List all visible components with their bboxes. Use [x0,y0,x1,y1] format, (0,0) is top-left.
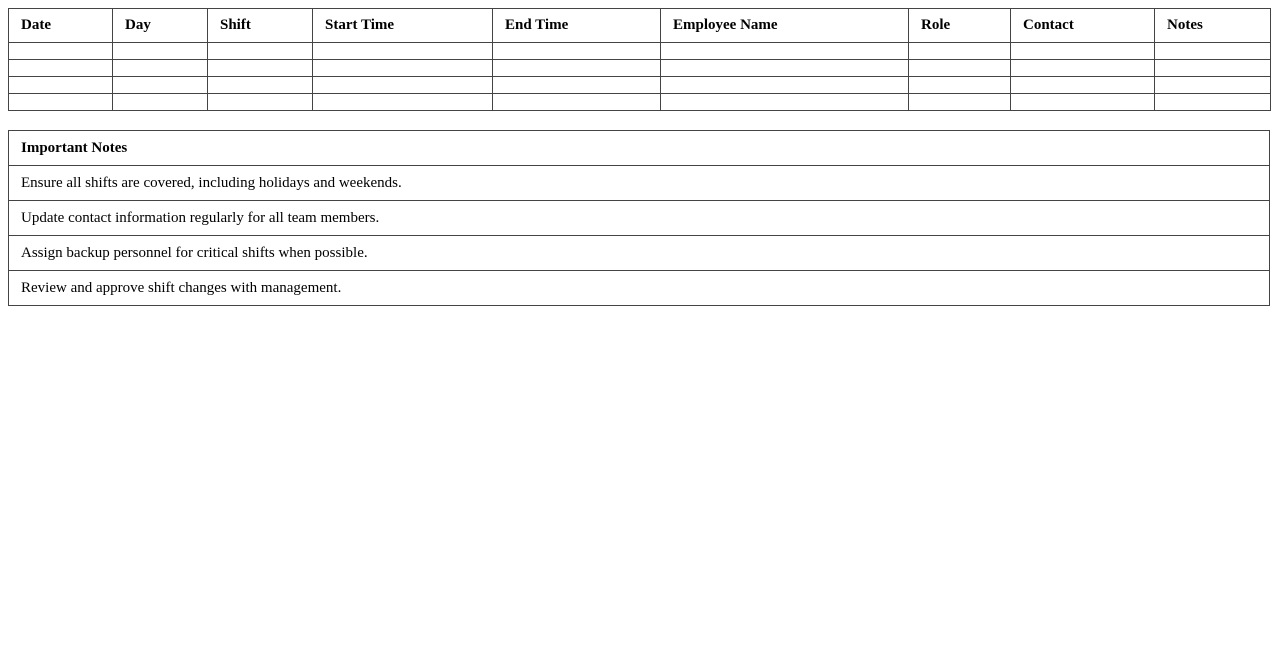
table-cell[interactable] [1011,77,1155,94]
list-item [9,271,1270,306]
important-notes-table [8,130,1270,306]
table-cell[interactable] [1155,94,1271,111]
table-cell[interactable] [909,77,1011,94]
table-cell[interactable] [493,77,661,94]
table-cell[interactable] [313,43,493,60]
table-cell[interactable] [661,77,909,94]
table-row [9,60,1271,77]
table-cell[interactable] [661,94,909,111]
table-cell[interactable] [1155,77,1271,94]
table-cell[interactable] [909,43,1011,60]
important-notes-title: Important Notes [9,131,1270,166]
note-text: Review and approve shift changes with management. [9,271,1270,306]
schedule-header [9,9,1271,43]
table-cell[interactable] [9,77,113,94]
table-cell[interactable] [1011,43,1155,60]
schedule-body [9,43,1271,111]
table-cell[interactable] [1155,43,1271,60]
note-text: Update contact information regularly for all team members. [9,201,1270,236]
table-cell[interactable] [661,60,909,77]
table-cell[interactable] [493,60,661,77]
column-header-contact: Contact [1011,9,1155,43]
table-cell[interactable] [661,43,909,60]
list-item [9,201,1270,236]
table-cell[interactable] [9,43,113,60]
table-cell[interactable] [208,60,313,77]
table-cell[interactable] [493,94,661,111]
table-row [9,43,1271,60]
table-cell[interactable] [909,94,1011,111]
table-cell[interactable] [9,94,113,111]
column-header-notes: Notes [1155,9,1271,43]
table-row [9,94,1271,111]
table-cell[interactable] [1155,60,1271,77]
table-cell[interactable] [1011,60,1155,77]
note-text: Assign backup personnel for critical shifts when possible. [9,236,1270,271]
table-cell[interactable] [9,60,113,77]
column-header-date: Date [9,9,113,43]
important-notes-body [9,166,1270,306]
table-cell[interactable] [208,43,313,60]
column-header-shift: Shift [208,9,313,43]
table-cell[interactable] [313,60,493,77]
column-header-start-time: Start Time [313,9,493,43]
schedule-table [8,8,1271,111]
list-item [9,236,1270,271]
table-cell[interactable] [113,94,208,111]
table-cell[interactable] [313,94,493,111]
table-cell[interactable] [113,77,208,94]
note-text: Ensure all shifts are covered, including holidays and weekends. [9,166,1270,201]
important-notes-title-row [9,131,1270,166]
table-cell[interactable] [493,43,661,60]
table-cell[interactable] [113,60,208,77]
column-header-end-time: End Time [493,9,661,43]
table-cell[interactable] [208,77,313,94]
column-header-day: Day [113,9,208,43]
table-cell[interactable] [113,43,208,60]
important-notes-header [9,131,1270,166]
column-header-role: Role [909,9,1011,43]
schedule-header-row [9,9,1271,43]
table-cell[interactable] [313,77,493,94]
table-row [9,77,1271,94]
table-cell[interactable] [208,94,313,111]
table-cell[interactable] [909,60,1011,77]
list-item [9,166,1270,201]
column-header-employee-name: Employee Name [661,9,909,43]
table-cell[interactable] [1011,94,1155,111]
